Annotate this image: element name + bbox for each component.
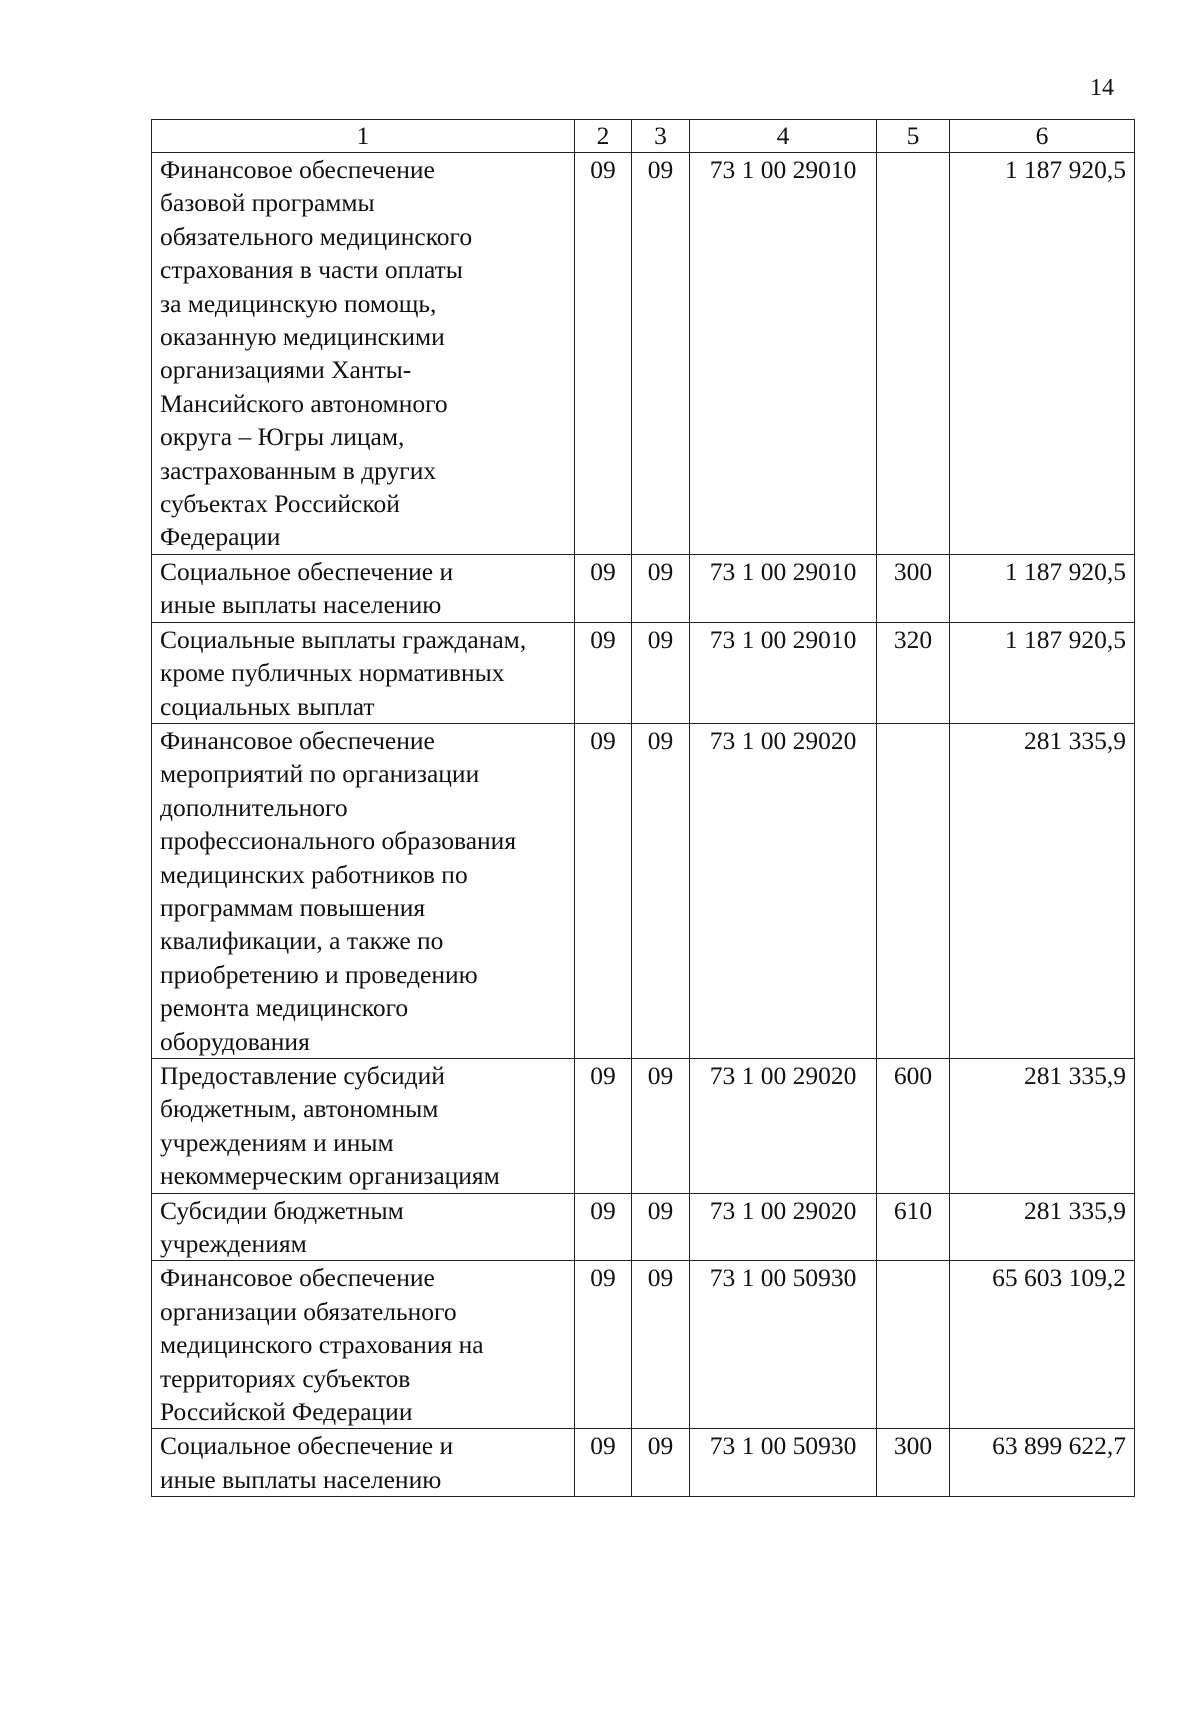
table-row <box>152 1058 1135 1193</box>
row-col2: 09 <box>575 1261 632 1429</box>
row-col5 <box>877 723 950 1058</box>
row-name-text: Субсидии бюджетным учреждениям <box>160 1195 404 1258</box>
row-col6: 1 187 920,5 <box>950 622 1135 723</box>
row-name-text: Социальное обеспечение и иные выплаты населению <box>160 556 454 620</box>
table-row <box>152 1261 1135 1429</box>
row-col5: 600 <box>877 1058 950 1193</box>
row-col4: 73 1 00 29020 <box>690 723 877 1058</box>
row-col3: 09 <box>632 1193 690 1261</box>
row-col4: 73 1 00 29020 <box>690 1193 877 1261</box>
column-header-2: 2 <box>575 120 632 153</box>
row-col2: 09 <box>575 622 632 723</box>
row-col4: 73 1 00 29010 <box>690 622 877 723</box>
row-col5: 320 <box>877 622 950 723</box>
row-col2: 09 <box>575 1193 632 1261</box>
row-name <box>152 1193 575 1261</box>
table-header-row <box>152 120 1135 153</box>
row-col6: 65 603 109,2 <box>950 1261 1135 1429</box>
row-col5: 300 <box>877 1429 950 1497</box>
page-number: 14 <box>1090 75 1114 101</box>
column-header-6: 6 <box>950 120 1135 153</box>
column-header-1: 1 <box>152 120 575 153</box>
row-name-text: Социальные выплаты гражданам, кроме публичных нормативных социальных выплат <box>160 624 527 721</box>
table-row <box>152 1193 1135 1261</box>
row-col2: 09 <box>575 1429 632 1497</box>
row-col5: 610 <box>877 1193 950 1261</box>
row-col3: 09 <box>632 554 690 622</box>
table-row <box>152 153 1135 555</box>
row-col4: 73 1 00 29010 <box>690 153 877 555</box>
row-col6: 281 335,9 <box>950 723 1135 1058</box>
column-header-3: 3 <box>632 120 690 153</box>
row-col4: 73 1 00 29020 <box>690 1058 877 1193</box>
row-name <box>152 1261 575 1429</box>
row-col5: 300 <box>877 554 950 622</box>
row-col6: 1 187 920,5 <box>950 554 1135 622</box>
row-col3: 09 <box>632 723 690 1058</box>
row-col3: 09 <box>632 153 690 555</box>
row-col5 <box>877 153 950 555</box>
row-col2: 09 <box>575 1058 632 1193</box>
budget-table <box>151 119 1135 1497</box>
row-col4: 73 1 00 29010 <box>690 554 877 622</box>
row-name-text: Предоставление субсидий бюджетным, автономным учреждениям и иным некоммерческим организациям <box>160 1060 500 1191</box>
row-col3: 09 <box>632 1058 690 1193</box>
row-col4: 73 1 00 50930 <box>690 1429 877 1497</box>
row-col3: 09 <box>632 1261 690 1429</box>
row-name <box>152 622 575 723</box>
column-header-5: 5 <box>877 120 950 153</box>
row-col2: 09 <box>575 554 632 622</box>
row-col6: 281 335,9 <box>950 1193 1135 1261</box>
row-col4: 73 1 00 50930 <box>690 1261 877 1429</box>
row-col3: 09 <box>632 622 690 723</box>
table-row <box>152 554 1135 622</box>
row-name-text: Финансовое обеспечение базовой программы обязательного медицинского страхования в части оплаты за медицинскую помощь, оказанную медицинскими организациями Ханты-Мансийского автономного округа – Югры лицам, застрахованным в других субъектах Российской Федерации <box>160 155 473 552</box>
row-col2: 09 <box>575 153 632 555</box>
row-name <box>152 153 575 555</box>
row-name <box>152 723 575 1058</box>
column-header-4: 4 <box>690 120 877 153</box>
row-name-text: Социальное обеспечение и иные выплаты населению <box>160 1431 454 1494</box>
row-col6: 1 187 920,5 <box>950 153 1135 555</box>
row-name-text: Финансовое обеспечение мероприятий по организации дополнительного профессионального образования медицинских работников по программам повышения квалификации, а также по приобретению и проведению ремонта медицинского оборудования <box>160 725 517 1056</box>
table-row <box>152 622 1135 723</box>
table-row <box>152 1429 1135 1497</box>
row-col5 <box>877 1261 950 1429</box>
table-row <box>152 723 1135 1058</box>
row-name-text: Финансовое обеспечение организации обязательного медицинского страхования на территориях субъектов Российской Федерации <box>160 1263 484 1427</box>
row-col6: 281 335,9 <box>950 1058 1135 1193</box>
row-name <box>152 1429 575 1497</box>
row-col2: 09 <box>575 723 632 1058</box>
row-name <box>152 554 575 622</box>
row-col3: 09 <box>632 1429 690 1497</box>
row-col6: 63 899 622,7 <box>950 1429 1135 1497</box>
row-name <box>152 1058 575 1193</box>
